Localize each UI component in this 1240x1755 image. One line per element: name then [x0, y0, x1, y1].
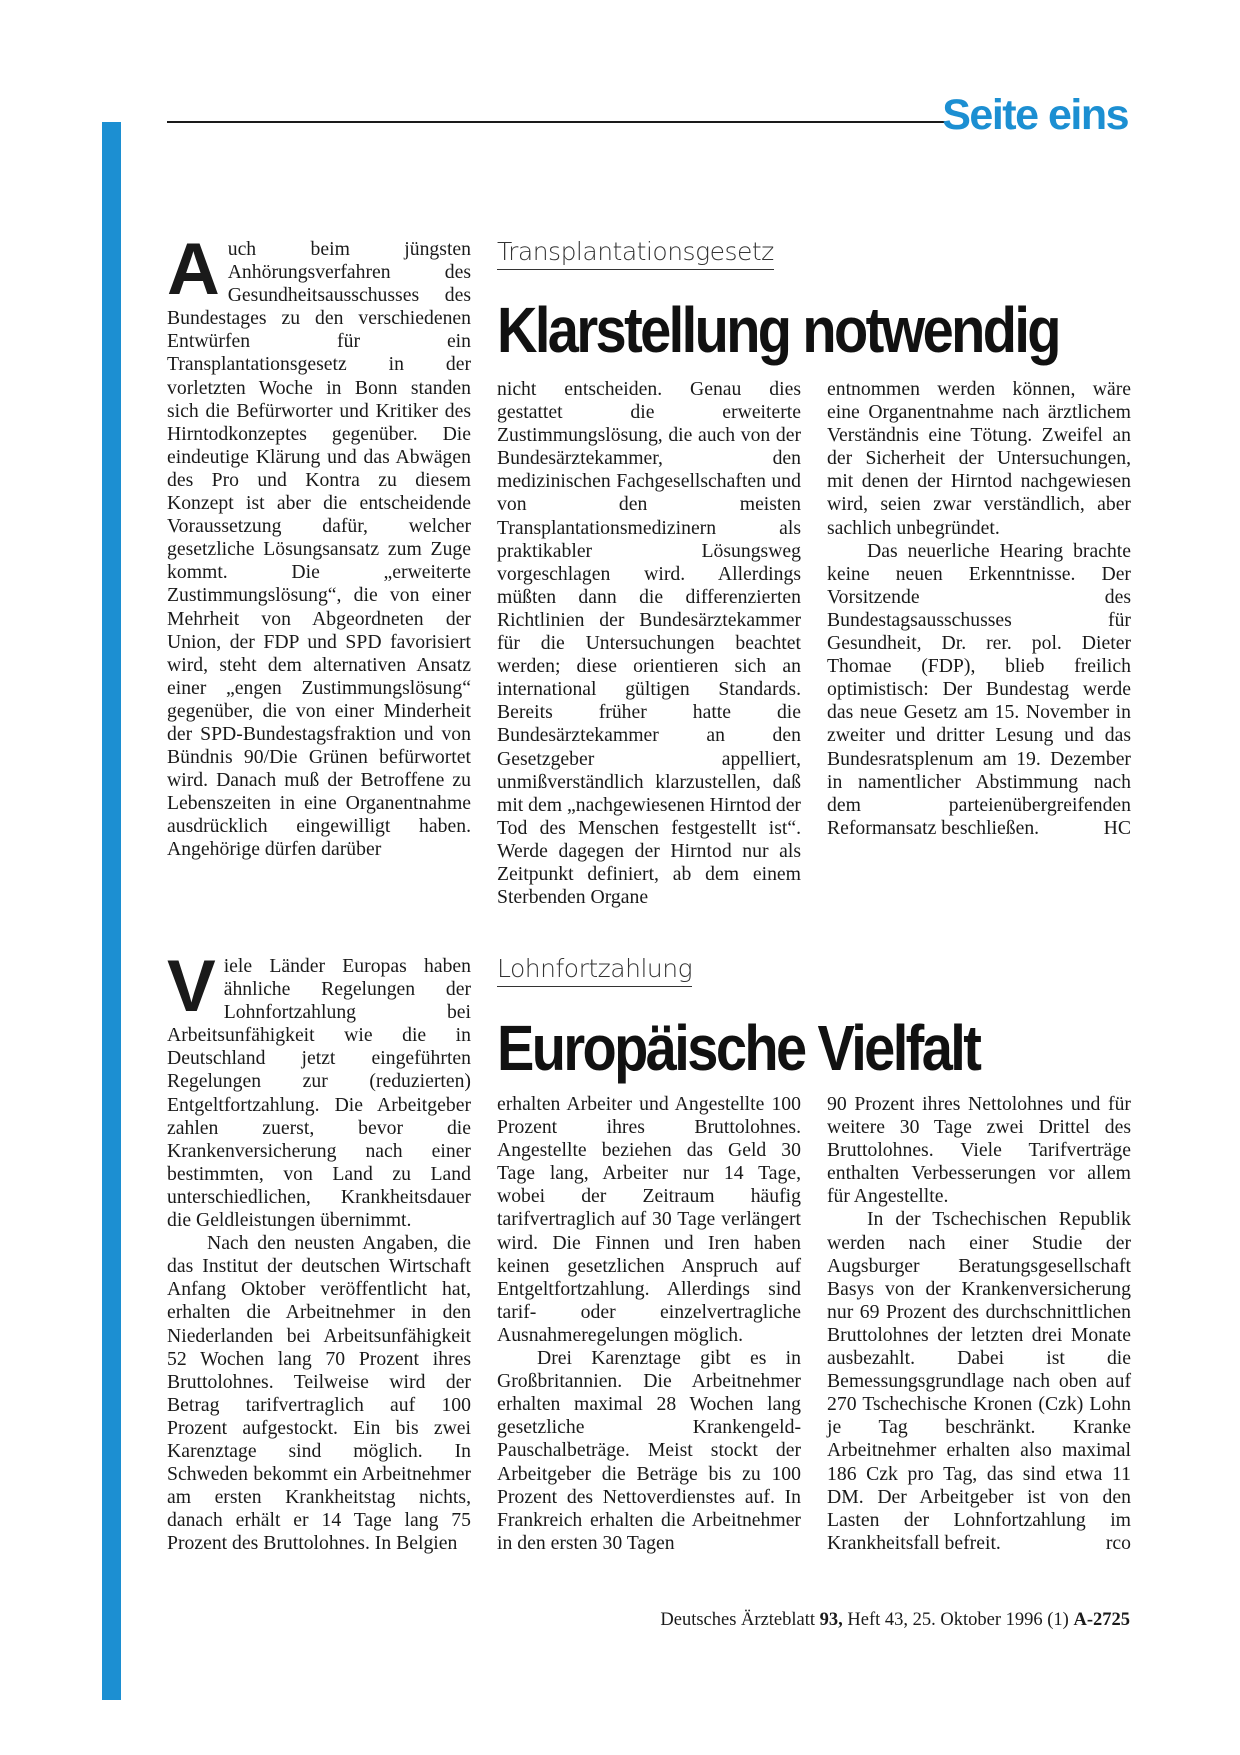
- article2-column2: [497, 1093, 801, 1555]
- footer-volume: 93,: [819, 1610, 843, 1630]
- section-label: Seite eins: [942, 91, 1128, 139]
- article2-column1: [167, 946, 471, 1555]
- article1-col1-para1: uch beim jüngsten Anhörungsverfahren des Gesundheitsausschusses des Bundestages zu den verschiedenen Entwürfen für ein Transplantationsgesetz in der vorletzten Woche in Bonn standen sich die Befürworter und Kritiker des Hirntodkonzeptes gegenüber. Die eindeutige Klärung und das Abwägen des Pro und Kontra zu diesem Konzept ist aber die entscheidende Voraussetzung dafür, welcher gesetzliche Lösungsansatz zum Zuge kommt. Die „erweiterte Zustimmungslösung“, die von einer Mehrheit von Abgeordneten der Union, der FDP und SPD favorisiert wird, steht dem alternativen Ansatz einer „engen Zustimmungslösung“ gegenüber, die von einer Minderheit der SPD-Bundestagsfraktion und von Bündnis 90/Die Grünen befürwortet wird. Danach muß der Betroffene zu Lebenszeiten in eine Organentnahme ausdrücklich eingewilligt haben. Angehörige dürfen darüber: [167, 238, 471, 861]
- footer-journal: Deutsches Ärzteblatt: [660, 1610, 820, 1630]
- article2-dropcap: V: [167, 946, 216, 1027]
- article2-col2-para1: erhalten Arbeiter und Angestellte 100 Prozent ihres Bruttolohnes. Angestellte beziehen das Geld 30 Tage lang, Arbeiter nur 14 Tage, wobei der Zeitraum häufig tarifvertraglich auf 30 Tage verlängert wird. Die Finnen und Iren haben keinen gesetzlichen Anspruch auf Entgeltfortzahlung. Allerdings sind tarif- oder einzelvertragliche Ausnahmeregelungen möglich.: [497, 1093, 801, 1346]
- article1-headline: Klarstellung notwendig: [497, 293, 1059, 366]
- article1-dropcap: A: [167, 229, 220, 310]
- footer-page-number: A-2725: [1073, 1610, 1130, 1630]
- page-footer: [660, 1610, 1130, 1631]
- article1-col3-para2: [827, 540, 1131, 840]
- article1-column2: [497, 378, 801, 909]
- article1-col2-para1: nicht entscheiden. Genau dies gestattet die erweiterte Zustimmungslösung, die auch von der Bundesärztekammer, den medizinischen Fachgesellschaften und von den meisten Transplantationsmedizinern als praktikabler Lösungsweg vorgeschlagen wird. Allerdings müßten dann die differenzierten Richtlinien der Bundesärztekammer für die Untersuchungen beachtet werden; diese orientieren sich an international gültigen Standards. Bereits früher hatte die Bundesärztekammer an den Gesetzgeber appelliert, unmißverständlich klarzustellen, daß mit dem „nachgewiesenen Hirntod der Tod des Menschen festgestellt ist“. Werde dagegen der Hirntod nur als Zeitpunkt definiert, ab dem einem Sterbenden Organe: [497, 378, 801, 909]
- article1-column1: [167, 229, 471, 862]
- article2-col3-para1: 90 Prozent ihres Nettolohnes und für weitere 30 Tage zwei Drittel des Bruttolohnes. Viele Tarifverträge enthalten Verbesserungen vor allem für Angestellte.: [827, 1093, 1131, 1208]
- article2-kicker: Lohnfortzahlung: [497, 956, 692, 987]
- article2-signature: rco: [1105, 1531, 1131, 1554]
- article2-column3: [827, 1093, 1131, 1555]
- article2-col3-para2: [827, 1208, 1131, 1554]
- article1-kicker: Transplantationsgesetz: [497, 239, 774, 270]
- article2-col2-para2: Drei Karenztage gibt es in Großbritannien. Die Arbeitnehmer erhalten maximal 28 Wochen lang gesetzliche Krankengeld-Pauschalbeträge. Meist stockt der Arbeitgeber die Beträge bis zu 100 Prozent des Nettoverdienstes auf. In Frankreich erhalten die Arbeitnehmer in den ersten 30 Tagen: [497, 1347, 801, 1554]
- article1-col3-para2-text: Das neuerliche Hearing brachte keine neuen Erkenntnisse. Der Vorsitzende des Bundestagsausschusses für Gesundheit, Dr. rer. pol. Dieter Thomae (FDP), blieb freilich optimistisch: Der Bundestag werde das neue Gesetz am 15. November in zweiter und dritter Lesung und das Bundesratsplenum am 19. Dezember in namentlicher Abstimmung nach dem parteienübergreifenden Reformansatz beschließen.: [827, 539, 1131, 839]
- article2-col1-para1: iele Länder Europas haben ähnliche Regelungen der Lohnfortzahlung bei Arbeitsunfähigkeit wie die in Deutschland jetzt eingeführten Regelungen zur (reduzierten) Entgeltfortzahlung. Die Arbeitgeber zahlen zuerst, bevor die Krankenversicherung nach einer bestimmten, von Land zu Land unterschiedlichen, Krankheitsdauer die Geldleistungen übernimmt.: [167, 955, 471, 1232]
- article2-col3-para2-text: In der Tschechischen Republik werden nach einer Studie der Augsburger Beratungsgesellschaft Basys von der Krankenversicherung nur 69 Prozent des durchschnittlichen Bruttolohnes der letzten drei Monate ausbezahlt. Dabei ist die Bemessungsgrundlage nach oben auf 270 Tschechische Kronen (Czk) Lohn je Tag beschränkt. Kranke Arbeitnehmer erhalten also maximal 186 Czk pro Tag, das sind etwa 11 DM. Der Arbeitgeber ist von den Lasten der Lohnfortzahlung im Krankheitsfall befreit.: [827, 1208, 1131, 1554]
- article2-col1-para2: Nach den neusten Angaben, die das Institut der deutschen Wirtschaft Anfang Oktober veröffentlicht hat, erhalten die Arbeitnehmer in den Niederlanden bei Arbeitsunfähigkeit 52 Wochen lang 70 Prozent ihres Bruttolohnes. Teilweise wird der Betrag tarifvertraglich auf 100 Prozent aufgestockt. Ein bis zwei Karenztage sind möglich. In Schweden bekommt ein Arbeitnehmer am ersten Krankheitstag nichts, danach erhält er 14 Tage lang 75 Prozent des Bruttolohnes. In Belgien: [167, 1232, 471, 1555]
- article1-col3-para1: entnommen werden können, wäre eine Organentnahme nach ärztlichem Verständnis eine Tötung. Zweifel an der Sicherheit der Untersuchungen, mit denen der Hirntod nachgewiesen wird, seien zwar verständlich, aber sachlich unbegründet.: [827, 378, 1131, 539]
- article1-column3: [827, 378, 1131, 840]
- blue-margin-bar: [102, 122, 121, 1700]
- article1-signature: HC: [1103, 816, 1131, 839]
- header-rule: [167, 121, 945, 123]
- footer-issue: Heft 43, 25. Oktober 1996 (1): [842, 1610, 1074, 1630]
- article2-headline: Europäische Vielfalt: [497, 1011, 980, 1084]
